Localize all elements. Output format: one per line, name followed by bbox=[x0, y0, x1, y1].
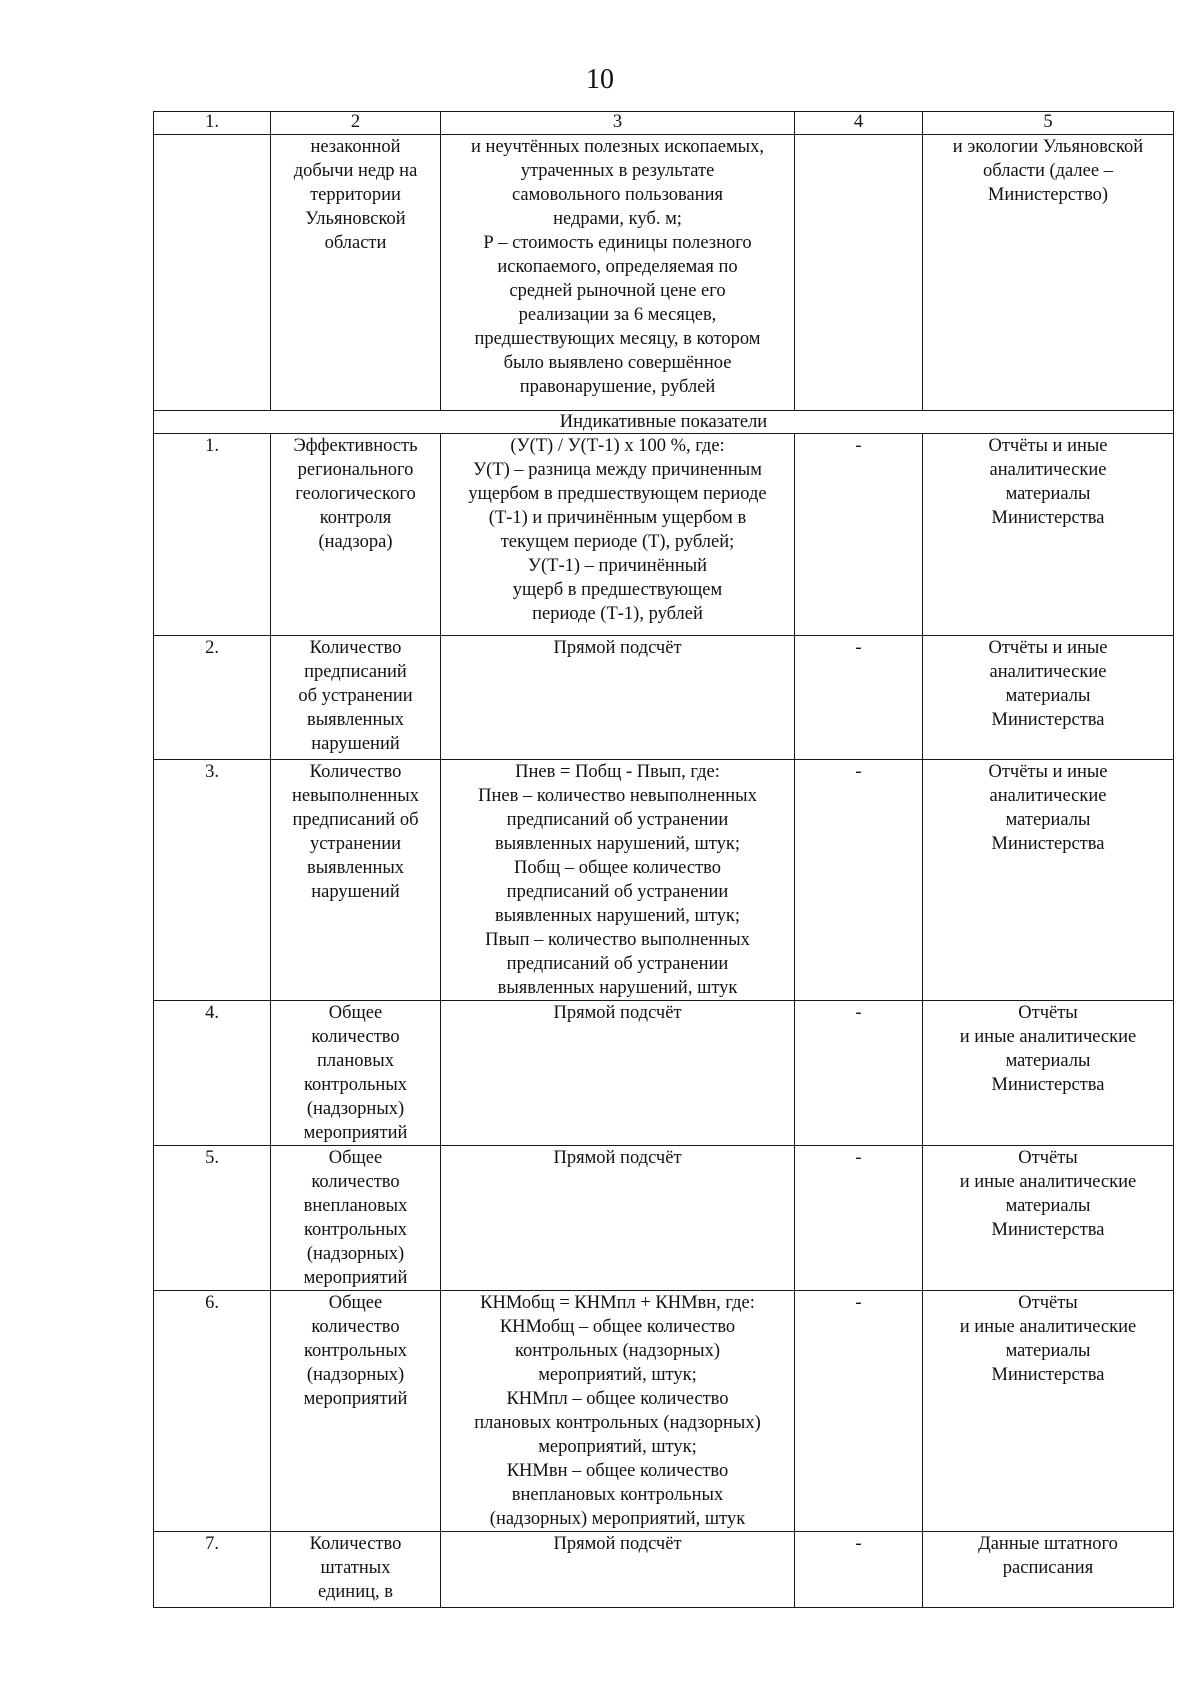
source-cell: Данные штатного расписания bbox=[923, 1532, 1174, 1608]
table-row bbox=[154, 434, 1174, 636]
num-cell bbox=[154, 135, 271, 411]
name-cell: Количество штатных единиц, в bbox=[271, 1532, 441, 1608]
header-cell: 5 bbox=[923, 112, 1174, 135]
value-cell: - bbox=[795, 434, 923, 636]
source-cell: Отчёты и иные аналитические материалы Министерства bbox=[923, 1146, 1174, 1291]
formula-cell: Прямой подсчёт bbox=[441, 636, 795, 760]
header-cell: 3 bbox=[441, 112, 795, 135]
name-cell: Общее количество контрольных (надзорных) мероприятий bbox=[271, 1291, 441, 1532]
source-cell: Отчёты и иные аналитические материалы Министерства bbox=[923, 1001, 1174, 1146]
formula-cell: и неучтённых полезных ископаемых, утраченных в результате самовольного пользования недрами, куб. м; Р – стоимость единицы полезного ископаемого, определяемая по средней рыночной цене его реализации за 6 месяцев, предшествующих месяцу, в котором было выявлено совершённое правонарушение, рублей bbox=[441, 135, 795, 411]
value-cell: - bbox=[795, 1291, 923, 1532]
value-cell: - bbox=[795, 636, 923, 760]
formula-cell: Пнев = Побщ - Пвып, где: Пнев – количество невыполненных предписаний об устранении выявленных нарушений, штук; Побщ – общее количество предписаний об устранении выявленных нарушений, штук; Пвып – количество выполненных предписаний об устранении выявленных нарушений, штук bbox=[441, 760, 795, 1001]
formula-cell: Прямой подсчёт bbox=[441, 1146, 795, 1291]
table-row bbox=[154, 1001, 1174, 1146]
num-cell: 7. bbox=[154, 1532, 271, 1608]
num-cell: 6. bbox=[154, 1291, 271, 1532]
table-row bbox=[154, 1291, 1174, 1532]
name-cell: Общее количество плановых контрольных (надзорных) мероприятий bbox=[271, 1001, 441, 1146]
table-row bbox=[154, 760, 1174, 1001]
section-title: Индикативные показатели bbox=[154, 411, 1174, 434]
formula-cell: КНМобщ = КНМпл + КНМвн, где: КНМобщ – общее количество контрольных (надзорных) мероприятий, штук; КНМпл – общее количество плановых контрольных (надзорных) мероприятий, штук; КНМвн – общее количество внеплановых контрольных (надзорных) мероприятий, штук bbox=[441, 1291, 795, 1532]
source-cell: Отчёты и иные аналитические материалы Министерства bbox=[923, 760, 1174, 1001]
num-cell: 4. bbox=[154, 1001, 271, 1146]
name-cell: Количество невыполненных предписаний об устранении выявленных нарушений bbox=[271, 760, 441, 1001]
value-cell bbox=[795, 135, 923, 411]
formula-cell: Прямой подсчёт bbox=[441, 1532, 795, 1608]
formula-cell: Прямой подсчёт bbox=[441, 1001, 795, 1146]
value-cell: - bbox=[795, 760, 923, 1001]
num-cell: 2. bbox=[154, 636, 271, 760]
name-cell: незаконной добычи недр на территории Ульяновской области bbox=[271, 135, 441, 411]
source-cell: и экологии Ульяновской области (далее – Министерство) bbox=[923, 135, 1174, 411]
formula-cell: (У(Т) / У(Т-1) х 100 %, где: У(Т) – разница между причиненным ущербом в предшествующем периоде (Т-1) и причинённым ущербом в текущем периоде (Т), рублей; У(Т-1) – причинённый ущерб в предшествующем периоде (Т-1), рублей bbox=[441, 434, 795, 636]
header-cell: 1. bbox=[154, 112, 271, 135]
indicators-table bbox=[153, 111, 1174, 1608]
source-cell: Отчёты и иные аналитические материалы Министерства bbox=[923, 434, 1174, 636]
name-cell: Эффективность регионального геологического контроля (надзора) bbox=[271, 434, 441, 636]
source-cell: Отчёты и иные аналитические материалы Министерства bbox=[923, 1291, 1174, 1532]
num-cell: 1. bbox=[154, 434, 271, 636]
continuation-row bbox=[154, 135, 1174, 411]
table-row bbox=[154, 1146, 1174, 1291]
value-cell: - bbox=[795, 1532, 923, 1608]
page-number: 10 bbox=[586, 64, 614, 95]
num-cell: 5. bbox=[154, 1146, 271, 1291]
table-row bbox=[154, 1532, 1174, 1608]
name-cell: Общее количество внеплановых контрольных (надзорных) мероприятий bbox=[271, 1146, 441, 1291]
value-cell: - bbox=[795, 1146, 923, 1291]
table-header-row bbox=[154, 112, 1174, 135]
table-row bbox=[154, 636, 1174, 760]
section-row bbox=[154, 411, 1174, 434]
source-cell: Отчёты и иные аналитические материалы Министерства bbox=[923, 636, 1174, 760]
num-cell: 3. bbox=[154, 760, 271, 1001]
value-cell: - bbox=[795, 1001, 923, 1146]
header-cell: 4 bbox=[795, 112, 923, 135]
name-cell: Количество предписаний об устранении выявленных нарушений bbox=[271, 636, 441, 760]
header-cell: 2 bbox=[271, 112, 441, 135]
